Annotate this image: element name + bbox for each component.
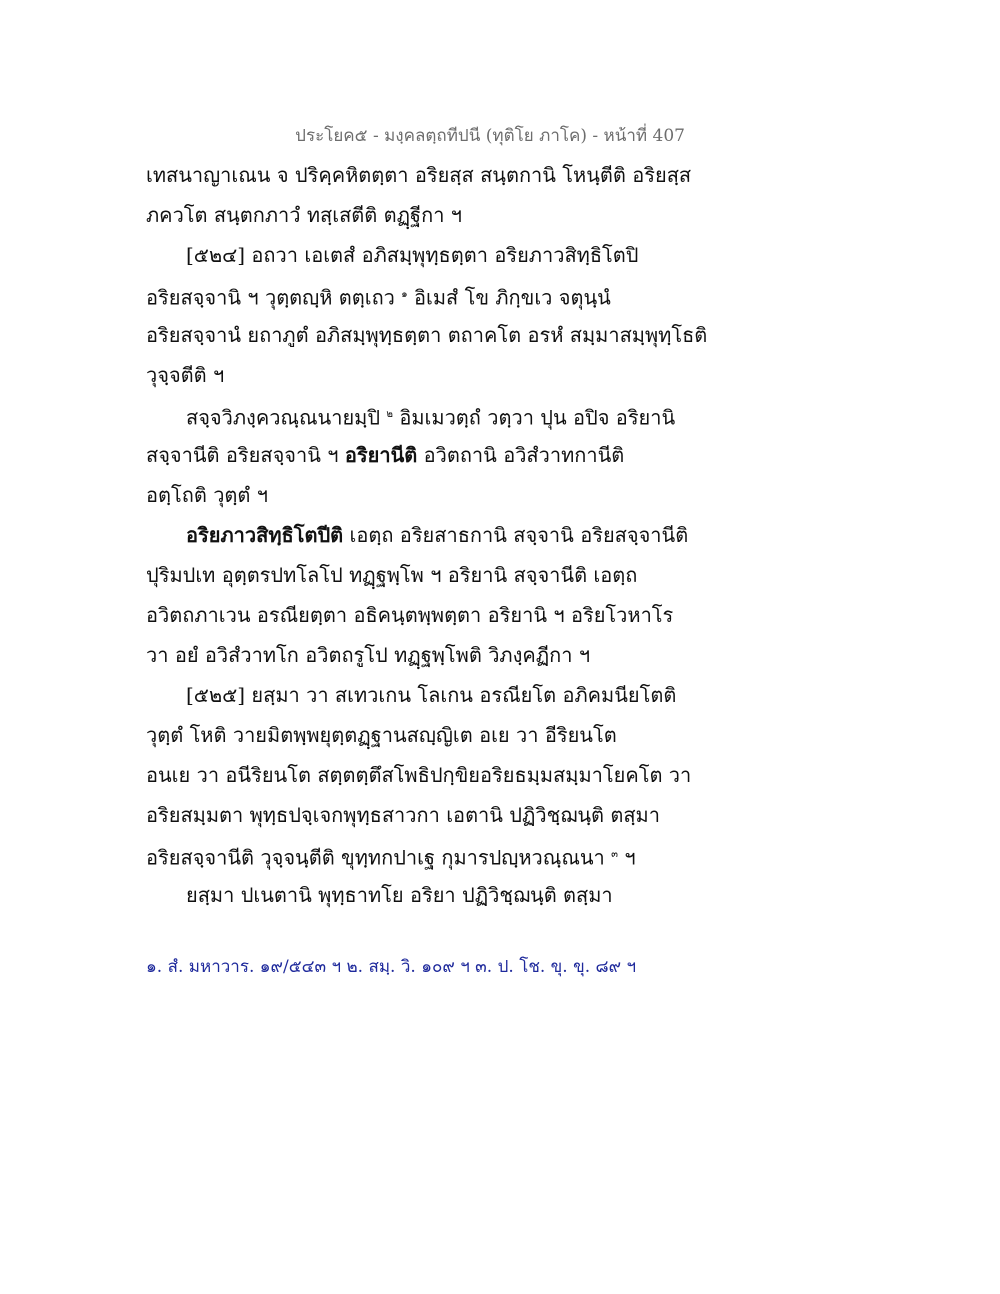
paragraph-525-line-1: [๕๒๕] ยสฺมา วา สเทวเกน โลเกน อรณียโต อภิคมนียโตติ [186, 683, 677, 707]
paragraph-525-line-2: วุตฺตํ โหติ วายมิตพฺพยุตฺตฏฺฐานสญฺญิเต อเย วา อีริยนโต [146, 723, 617, 747]
running-header: ประโยค๕ - มงฺคลตฺถทีปนี (ทุติโย ภาโค) - หน้าที่ 407 [295, 126, 685, 146]
paragraph-524-line-1: [๕๒๔] อถวา เอเตสํ อภิสมฺพุทฺธตฺตา อริยภาวสิทฺธิโตปิ [186, 243, 639, 267]
paragraph-vibhanga-line-2: สจฺจานีติ อริยสจฺจานิ ฯ อริยานีติ อวิตถานิ อวิสํวาทกานีติ [146, 443, 625, 467]
footnote-mark-2: ๒ [386, 409, 393, 420]
text-line-2: ภควโต สนฺตกภาวํ ทสฺเสตีติ ตฏฺฐีกา ฯ [146, 203, 463, 227]
paragraph-vibhanga-line-1: สจฺจวิภงฺควณฺณนายมฺปิ $^๒$ อิมเมวตฺถํ วตฺวา ปุน อปิจ อริยานิ [186, 405, 676, 430]
paragraph-ariyabhava-line-1: อริยภาวสิทฺธิโตปีติ เอตฺถ อริยสาธกานิ สจฺจานิ อริยสจฺจานีติ [186, 523, 689, 547]
paragraph-524-line-2: อริยสจฺจานิ ฯ วุตฺตญฺหิ ตตฺเถว $^๑$ อิเมสํ โข ภิกฺขเว จตุนฺนํ [146, 285, 611, 310]
text-line-1: เทสนาญาเณน จ ปริคฺคหิตตฺตา อริยสฺส สนฺตกานิ โหนฺตีติ อริยสฺส [146, 163, 692, 187]
paragraph-525-line-3: อนเย วา อนีริยนโต สตฺตตฺตึสโพธิปกฺขิยอริยธมฺมสมฺมาโยคโต วา [146, 763, 692, 787]
paragraph-ariyabhava-line-4: วา อยํ อวิสํวาทโก อวิตถรูโป ทฏฺฐพฺโพติ วิภงฺคฏีกา ฯ [146, 643, 591, 667]
bold-term-ariyabhava: อริยภาวสิทฺธิโตปีติ [186, 523, 344, 547]
paragraph-524-line-4: วุจฺจตีติ ฯ [146, 363, 225, 387]
paragraph-last-line-1: ยสฺมา ปเนตานิ พุทฺธาทโย อริยา ปฏิวิชฺฌนฺติ ตสฺมา [186, 883, 613, 907]
paragraph-525-line-4: อริยสมฺมตา พุทฺธปจฺเจกพุทฺธสาวกา เอตานิ ปฏิวิชฺฌนฺติ ตสฺมา [146, 803, 660, 827]
body-text [146, 155, 706, 915]
footnote-mark-3: ๓ [611, 849, 618, 860]
paragraph-524-line-3: อริยสจฺจานํ ยถาภูตํ อภิสมฺพุทฺธตฺตา ตถาคโต อรหํ สมฺมาสมฺพุทฺโธติ [146, 323, 708, 347]
paragraph-525-line-5: อริยสจฺจานีติ วุจฺจนฺตีติ ขุทฺทกปาเฐ กุมารปญฺหวณฺณนา $^๓$ ฯ [146, 845, 636, 870]
paragraph-ariyabhava-line-3: อวิตถภาเวน อรณียตฺตา อธิคนฺตพฺพตฺตา อริยานิ ฯ อริยโวหาโร [146, 603, 674, 627]
paragraph-ariyabhava-line-2: ปุริมปเท อุตฺตรปทโลโป ทฏฺฐพฺโพ ฯ อริยานิ สจฺจานีติ เอตฺถ [146, 563, 638, 587]
footnote-references: ๑. สํ. มหาวาร. ๑๙/๕๔๓ ฯ ๒. สมฺ. วิ. ๑๐๙ ฯ ๓. ป. โช. ขุ. ขุ. ๘๙ ฯ [146, 957, 637, 977]
footnote-mark-1: ๑ [401, 289, 408, 300]
paragraph-vibhanga-line-3: อตฺโถติ วุตฺตํ ฯ [146, 483, 268, 507]
bold-term-ariyaniti: อริยานีติ [344, 443, 418, 467]
